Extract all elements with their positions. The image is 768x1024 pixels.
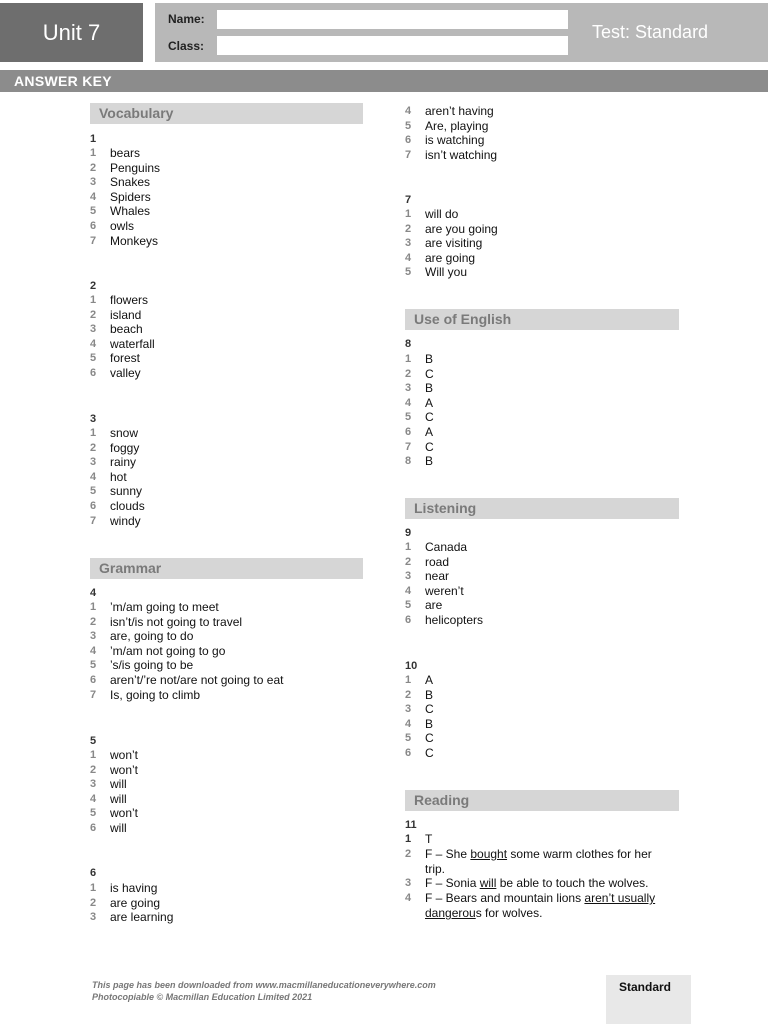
- item-answer: ’m/am not going to go: [110, 643, 226, 658]
- section-title: Reading: [414, 792, 470, 808]
- item-answer: are visiting: [425, 236, 483, 251]
- item-number: 2: [405, 367, 412, 380]
- item-number: 2: [405, 555, 412, 568]
- item-number: 4: [405, 717, 412, 730]
- exercise-number: 7: [405, 194, 412, 206]
- item-number: 4: [90, 337, 97, 350]
- exercise-number: 6: [90, 867, 97, 879]
- item-answer: Monkeys: [110, 233, 159, 248]
- item-number: 6: [405, 747, 412, 759]
- item-answer: isn’t watching: [425, 147, 498, 162]
- exercise-number: 3: [90, 413, 97, 425]
- item-number: 6: [405, 134, 412, 147]
- item-answer: clouds: [110, 499, 145, 513]
- item-answer: will do: [425, 207, 459, 221]
- answer-key-label: ANSWER KEY: [14, 73, 112, 89]
- item-answer: are going: [110, 895, 161, 910]
- section-title: Use of English: [414, 311, 512, 327]
- item-number: 1: [405, 833, 412, 845]
- exercise-number: 9: [405, 527, 412, 539]
- item-number: 5: [405, 732, 412, 745]
- item-number: 2: [405, 688, 412, 701]
- answer-key-bar: [0, 70, 768, 92]
- item-number: 3: [90, 911, 97, 924]
- item-number: 2: [405, 222, 412, 235]
- item-answer: won’t: [110, 762, 139, 777]
- item-number: 2: [90, 441, 97, 454]
- item-answer: won’t: [110, 806, 139, 821]
- item-answer: B: [425, 716, 434, 731]
- item-answer: beach: [110, 322, 143, 337]
- item-answer: A: [425, 673, 434, 687]
- answer-text: F – Bears and mountain lions: [425, 891, 585, 905]
- answer-underlined: aren’t usually: [584, 891, 656, 905]
- section-title: Vocabulary: [99, 105, 174, 121]
- item-answer: C: [425, 366, 434, 381]
- item-number: 1: [90, 882, 97, 894]
- item-answer: bears: [110, 146, 141, 160]
- item-answer: are you going: [425, 221, 498, 236]
- item-number: 3: [405, 382, 412, 395]
- item-answer: [425, 876, 648, 891]
- exercise-number: 10: [405, 660, 418, 672]
- item-number: 5: [405, 119, 412, 132]
- item-number: 1: [405, 208, 412, 220]
- class-field[interactable]: [217, 36, 568, 55]
- class-label: Class:: [168, 39, 205, 53]
- item-number: 2: [90, 763, 97, 776]
- item-answer: won’t: [110, 748, 139, 762]
- item-answer: B: [425, 687, 434, 702]
- item-answer: are, going to do: [110, 629, 194, 644]
- item-answer: ’m/am going to meet: [110, 600, 219, 614]
- section-title: Grammar: [99, 560, 162, 576]
- item-answer: Is, going to climb: [110, 687, 201, 702]
- exercise-number: 2: [90, 280, 97, 292]
- item-answer: aren’t/’re not/are not going to eat: [110, 673, 284, 687]
- item-answer: C: [425, 731, 434, 746]
- answer-text: be able to touch the wolves.: [496, 876, 649, 890]
- answer-underlined: will: [479, 876, 497, 890]
- item-number: 2: [90, 161, 97, 174]
- answer-underlined: dangerou: [425, 906, 476, 920]
- item-number: 4: [405, 396, 412, 409]
- item-answer: forest: [110, 351, 141, 366]
- item-number: 5: [90, 485, 97, 498]
- item-number: 3: [90, 456, 97, 469]
- item-answer: B: [425, 454, 434, 469]
- item-number: 7: [90, 234, 97, 247]
- item-answer: T: [425, 832, 433, 846]
- item-number: 7: [405, 440, 412, 453]
- item-answer: A: [425, 395, 434, 410]
- item-number: 3: [405, 570, 412, 583]
- exercise-number: 11: [405, 819, 417, 831]
- item-number: 1: [90, 427, 97, 439]
- item-number: 6: [90, 500, 97, 512]
- standard-badge: [606, 975, 691, 1024]
- item-number: 5: [405, 599, 412, 612]
- item-answer: is having: [110, 881, 158, 895]
- item-answer: aren’t having: [425, 104, 494, 118]
- section-use-of-english: [405, 309, 679, 330]
- item-number: 1: [405, 353, 412, 365]
- item-number: 1: [90, 294, 97, 306]
- test-type-label: Test: Standard: [592, 22, 709, 42]
- item-answer: valley: [110, 366, 141, 380]
- answer-text: some warm clothes for her: [507, 847, 652, 861]
- item-number: 7: [405, 148, 412, 161]
- item-number: 4: [90, 470, 97, 483]
- answer-text: trip.: [425, 862, 446, 876]
- item-number: 3: [90, 323, 97, 336]
- item-answer: waterfall: [110, 336, 155, 351]
- item-number: 3: [405, 703, 412, 716]
- item-number: 6: [90, 822, 97, 834]
- item-answer: are learning: [110, 910, 174, 925]
- item-number: 5: [405, 411, 412, 424]
- item-number: 2: [90, 896, 97, 909]
- unit-title: [0, 3, 143, 62]
- item-number: 1: [405, 674, 412, 686]
- item-answer: are: [425, 598, 443, 613]
- item-number: 5: [90, 205, 97, 218]
- item-answer: owls: [110, 219, 135, 233]
- item-number: 7: [90, 514, 97, 527]
- item-number: 5: [405, 266, 412, 279]
- item-answer: flowers: [110, 293, 149, 307]
- item-answer: snow: [110, 426, 139, 440]
- item-number: 3: [405, 877, 412, 889]
- exercise-number: 4: [90, 587, 97, 599]
- item-answer: weren’t: [425, 583, 464, 598]
- item-number: 3: [90, 176, 97, 189]
- item-number: 3: [90, 630, 97, 643]
- item-answer: Whales: [110, 204, 151, 219]
- footer-text: [92, 979, 436, 1003]
- item-answer: C: [425, 410, 434, 425]
- item-answer: Snakes: [110, 175, 151, 190]
- item-number: 1: [90, 749, 97, 761]
- item-answer: sunny: [110, 484, 143, 499]
- item-answer: Penguins: [110, 160, 161, 175]
- answer-text: F – She: [425, 847, 471, 861]
- answer-text: F – Sonia: [425, 876, 480, 890]
- exercise-number: 1: [90, 133, 97, 145]
- section-title: Listening: [414, 500, 477, 516]
- item-answer: rainy: [110, 455, 137, 470]
- item-answer: are going: [425, 250, 476, 265]
- item-answer: Are, playing: [425, 118, 489, 133]
- item-number: 5: [90, 659, 97, 672]
- item-number: 1: [405, 541, 412, 553]
- item-number: 5: [90, 807, 97, 820]
- item-number: 7: [90, 688, 97, 701]
- unit-label: Unit 7: [42, 19, 101, 45]
- item-answer: foggy: [110, 440, 140, 455]
- item-number: 1: [90, 601, 97, 613]
- answer-text: [425, 906, 542, 921]
- exercise-number: 5: [90, 735, 97, 747]
- footer-download-line: This page has been downloaded from www.macmillaneducationeverywhere.com: [92, 980, 436, 990]
- item-answer: island: [110, 307, 142, 322]
- item-answer: isn’t/is not going to travel: [110, 614, 243, 629]
- item-number: 8: [405, 455, 412, 468]
- item-number: 2: [90, 308, 97, 321]
- item-answer: C: [425, 439, 434, 454]
- footer-copyright-line: Photocopiable © Macmillan Education Limited 2021: [92, 992, 313, 1002]
- item-number: 5: [90, 352, 97, 365]
- item-answer: ’s/is going to be: [110, 658, 194, 673]
- item-answer: Spiders: [110, 189, 151, 204]
- item-number: 3: [90, 778, 97, 791]
- item-answer: A: [425, 425, 434, 439]
- item-number: 6: [90, 367, 97, 379]
- item-answer: helicopters: [425, 613, 484, 627]
- item-answer: windy: [110, 513, 141, 528]
- item-answer: will: [110, 791, 127, 806]
- item-number: 6: [405, 614, 412, 626]
- item-number: 6: [90, 220, 97, 232]
- section-listening: [405, 498, 679, 519]
- item-answer: hot: [110, 469, 127, 484]
- item-answer: Will you: [425, 265, 468, 280]
- answer-text: s for wolves.: [475, 906, 543, 920]
- item-number: 1: [90, 147, 97, 159]
- item-answer: road: [425, 554, 450, 569]
- item-number: 6: [405, 426, 412, 438]
- item-number: 2: [90, 615, 97, 628]
- item-answer: B: [425, 381, 434, 396]
- standard-label: Standard: [619, 980, 672, 994]
- item-answer: will: [110, 777, 127, 792]
- item-number: 4: [405, 892, 412, 904]
- item-number: 4: [405, 584, 412, 597]
- item-answer: B: [425, 352, 434, 366]
- item-number: 4: [90, 644, 97, 657]
- item-answer: near: [425, 569, 450, 584]
- item-number: 4: [90, 190, 97, 203]
- item-answer: C: [425, 702, 434, 717]
- item-number: 4: [405, 105, 412, 117]
- section-grammar: [90, 558, 363, 579]
- item-number: 3: [405, 237, 412, 250]
- item-number: 4: [405, 251, 412, 264]
- answer-underlined: bought: [470, 847, 508, 861]
- exercise-number: 8: [405, 338, 412, 350]
- name-label: Name:: [168, 12, 205, 26]
- item-answer: C: [425, 746, 434, 760]
- item-answer: [425, 847, 652, 862]
- item-answer: will: [110, 821, 127, 835]
- item-number: 6: [90, 674, 97, 686]
- item-number: 4: [90, 792, 97, 805]
- name-field[interactable]: [217, 10, 568, 29]
- section-vocabulary: [90, 103, 363, 124]
- section-reading: [405, 790, 679, 811]
- item-answer: [425, 891, 655, 906]
- item-answer: is watching: [425, 133, 485, 148]
- item-number: 2: [405, 848, 412, 860]
- item-answer: Canada: [425, 540, 468, 554]
